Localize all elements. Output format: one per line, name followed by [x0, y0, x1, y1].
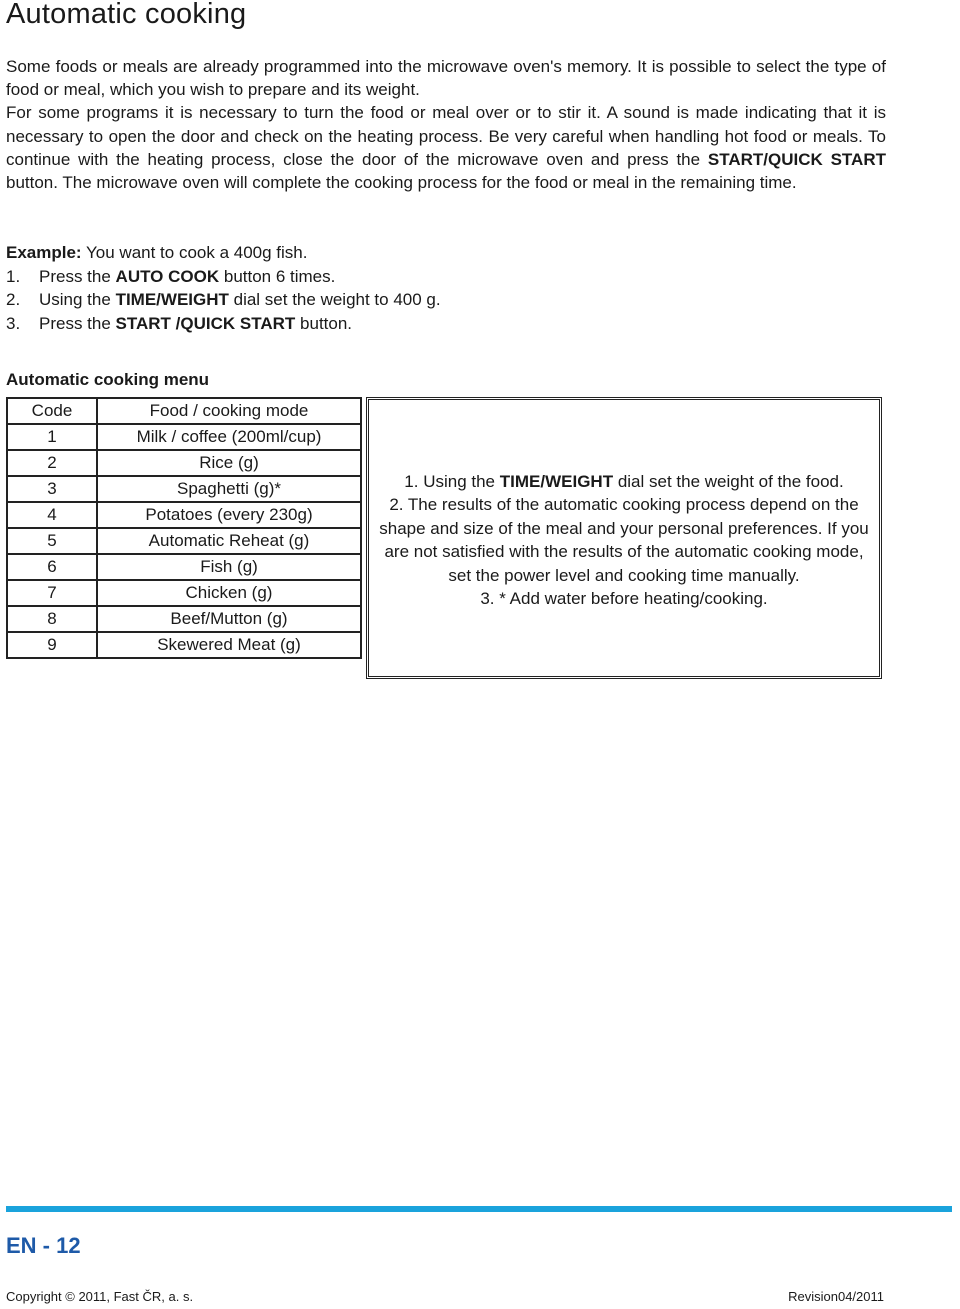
copyright-text: Copyright © 2011, Fast ČR, a. s. — [6, 1289, 194, 1304]
note-1: 1. Using the TIME/WEIGHT dial set the weight of the food. — [404, 472, 844, 491]
table-row: 2 Rice (g) — [7, 450, 361, 476]
example-step: 2. Using the TIME/WEIGHT dial set the weight to 400 g. — [6, 290, 441, 309]
table-row: 6 Fish (g) — [7, 554, 361, 580]
intro-paragraph-2: For some programs it is necessary to turn the food or meal over or to stir it. A sound is made indicating that it is necessary to open the door and check on the heating process. Be very careful when handling hot food or meals. To continue with the heating process, close the door of the microwave oven and press the — [6, 103, 886, 169]
note-3: 3. * Add water before heating/cooking. — [480, 589, 768, 609]
cooking-menu-table — [6, 397, 362, 659]
header-code: Code — [7, 398, 97, 424]
example-label: Example: — [6, 243, 82, 262]
menu-notes — [369, 470, 879, 610]
page-number: EN - 12 — [6, 1233, 81, 1258]
table-row: 9 Skewered Meat (g) — [7, 632, 361, 658]
intro-text — [6, 55, 886, 194]
intro-paragraph-1: Some foods or meals are already programmed into the microwave oven's memory. It is possible to select the type of food or meal, which you wish to prepare and its weight. — [6, 57, 886, 100]
note-2: 2. The results of the automatic cooking process depend on the shape and size of the meal and your personal preferences. If you are not satisfied with the results of the automatic cooking mode, set the power level and cooking time manually. — [379, 495, 869, 585]
example-line — [6, 241, 441, 265]
example-section — [6, 241, 441, 335]
table-row: 1 Milk / coffee (200ml/cup) — [7, 424, 361, 450]
revision-label: Revision — [788, 1289, 838, 1304]
header-food: Food / cooking mode — [97, 398, 361, 424]
table-row: 7 Chicken (g) — [7, 580, 361, 606]
menu-notes-box — [366, 397, 882, 679]
table-row: 4 Potatoes (every 230g) — [7, 502, 361, 528]
intro-paragraph-2-end: button. The microwave oven will complete the cooking process for the food or meal in the remaining time. — [6, 173, 797, 193]
start-button-reference: START/QUICK START — [707, 149, 886, 169]
example-step: 1. Press the AUTO COOK button 6 times. — [6, 266, 336, 286]
menu-heading: Automatic cooking menu — [6, 370, 210, 389]
example-step: 3. Press the START /QUICK START button. — [6, 313, 353, 333]
footer-divider — [6, 1206, 952, 1212]
revision-value: 04/2011 — [837, 1289, 884, 1304]
table-row: 3 Spaghetti (g)* — [7, 476, 361, 502]
example-text: You want to cook a 400g fish. — [86, 243, 308, 262]
table-row: 5 Automatic Reheat (g) — [7, 528, 361, 554]
table-header-row — [7, 398, 361, 424]
revision-info — [788, 1289, 884, 1304]
table-row: 8 Beef/Mutton (g) — [7, 606, 361, 632]
page-title: Automatic cooking — [6, 0, 247, 30]
